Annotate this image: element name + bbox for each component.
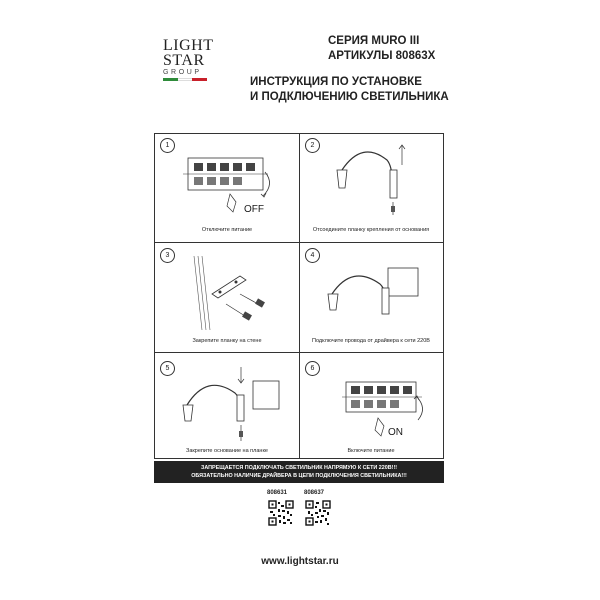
step-4-number: 4 (305, 248, 320, 263)
article-808631: 808631 (267, 490, 288, 496)
instruction-title (250, 75, 449, 105)
step-2-number: 2 (305, 138, 320, 153)
instruction-line-2: И ПОДКЛЮЧЕНИЮ СВЕТИЛЬНИКА (250, 91, 449, 103)
logo-line-light: LIGHT (163, 37, 214, 54)
step-3-caption: Закрепите планку на стене (192, 338, 262, 344)
brand-logo (163, 37, 214, 81)
qr-code-icon (305, 500, 331, 526)
attach-base-illustration (175, 365, 290, 445)
detach-plate-illustration (320, 140, 430, 220)
step-3-number: 3 (160, 248, 175, 263)
warning-banner (154, 461, 444, 483)
step-6-on-label: ON (388, 427, 403, 438)
breaker-on-illustration (340, 376, 430, 442)
breaker-off-illustration (180, 150, 280, 220)
warning-line-1: ЗАПРЕЩАЕТСЯ ПОДКЛЮЧАТЬ СВЕТИЛЬНИК НАПРЯМУЮ К СЕТИ 220В!!! (200, 465, 398, 471)
step-5-caption: Закрепите основание на планке (186, 448, 268, 454)
italian-flag-icon (163, 78, 207, 81)
logo-line-star: STAR (163, 52, 205, 69)
grid-divider-row-1 (154, 242, 444, 243)
step-5-number: 5 (160, 361, 175, 376)
warning-line-2: ОБЯЗАТЕЛЬНО НАЛИЧИЕ ДРАЙВЕРА В ЦЕПИ ПОДКЛЮЧЕНИЯ СВЕТИЛЬНИКА!!! (191, 473, 407, 479)
mount-plate-illustration (190, 256, 280, 336)
qr-code-icon (268, 500, 294, 526)
step-1-number: 1 (160, 138, 175, 153)
articles-title: АРТИКУЛЫ 80863X (328, 50, 436, 62)
series-name: СЕРИЯ MURO III (328, 35, 420, 47)
grid-divider-vertical (299, 133, 300, 459)
logo-line-group: GROUP (163, 69, 202, 76)
instruction-line-1: ИНСТРУКЦИЯ ПО УСТАНОВКЕ (250, 76, 422, 88)
step-6-caption: Включите питание (347, 448, 395, 454)
step-2-caption: Отсоедините планку крепления от основания (312, 227, 430, 233)
website-link[interactable]: www.lightstar.ru (261, 556, 339, 567)
step-6-number: 6 (305, 361, 320, 376)
article-808637: 808637 (304, 490, 325, 496)
series-title (328, 34, 435, 64)
connect-wires-illustration (320, 258, 430, 333)
step-4-caption: Подключите провода от драйвера к сети 220В (312, 338, 430, 344)
step-1-caption: Отключите питание (201, 227, 253, 233)
step-1-off-label: OFF (244, 204, 264, 215)
grid-divider-row-2 (154, 352, 444, 353)
